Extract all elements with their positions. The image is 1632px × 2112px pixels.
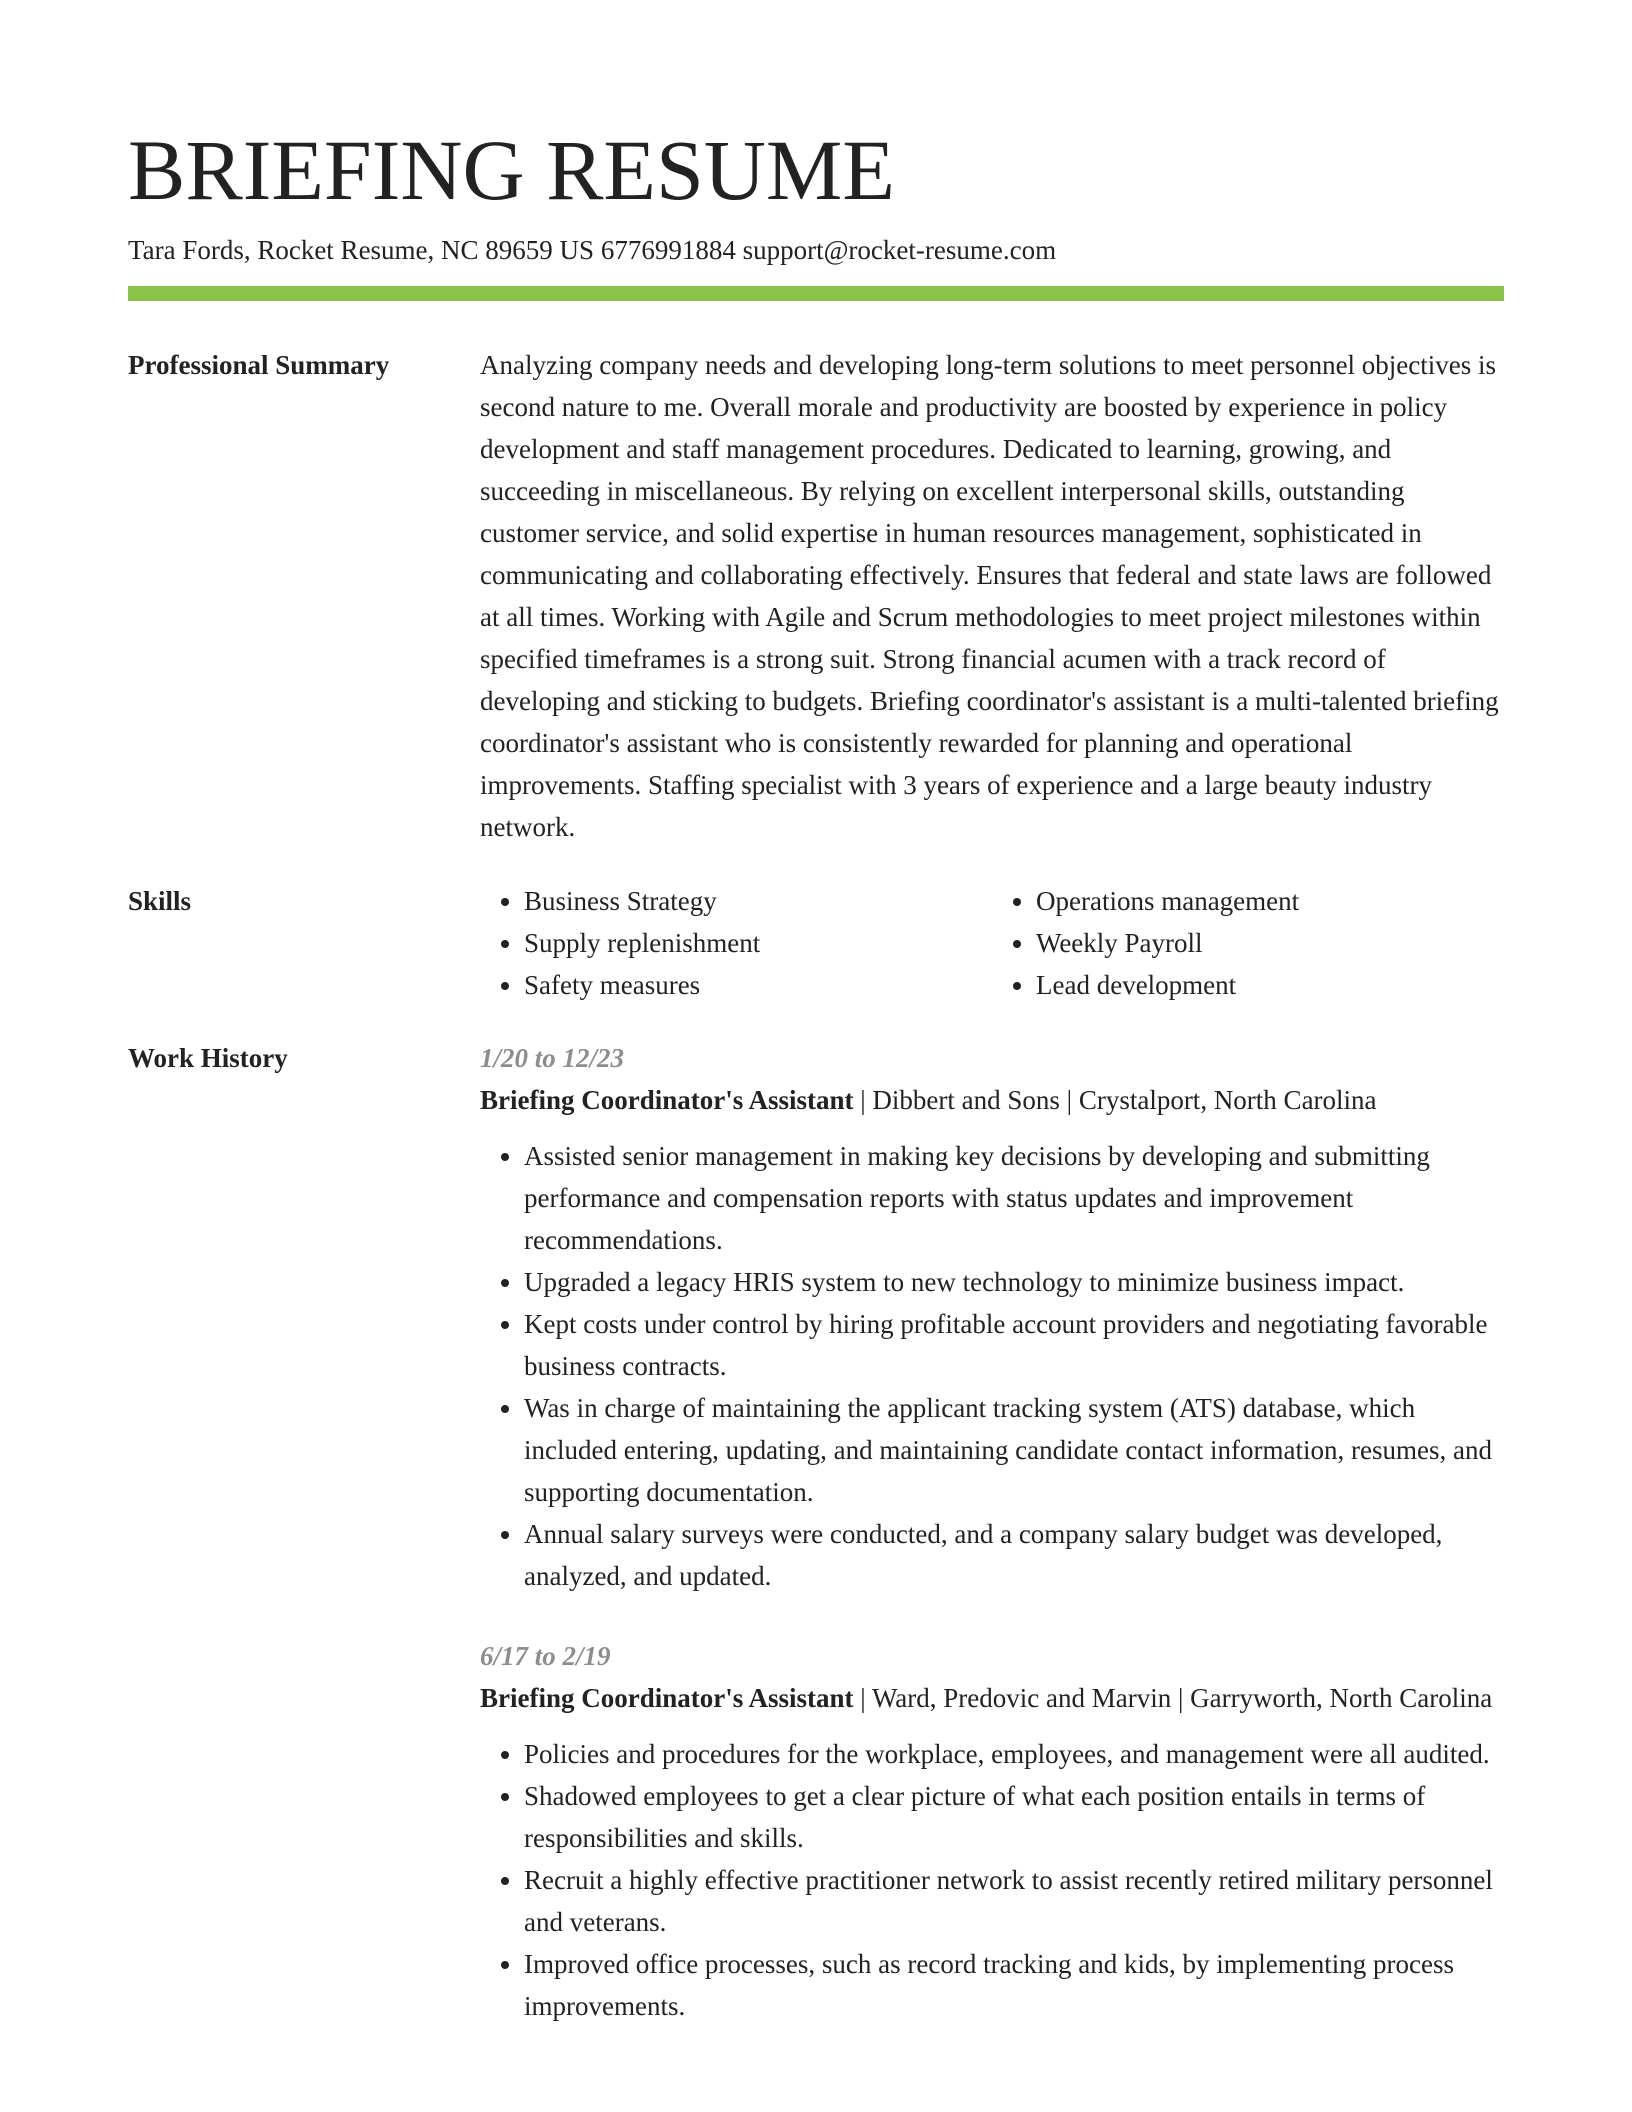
job-bullet: • Policies and procedures for the workplace, employees, and management were all audited. (524, 1733, 1504, 1775)
job-employer-location: | Ward, Predovic and Marvin | Garryworth, North Carolina (853, 1683, 1493, 1713)
skill-item: • Business Strategy (524, 880, 992, 922)
skills-column-right (992, 880, 1504, 1006)
job-dates: 6/17 to 2/19 (480, 1641, 611, 1671)
job-title: Briefing Coordinator's Assistant (480, 1085, 854, 1115)
work-history-heading: Work History (128, 1043, 288, 1073)
skills-heading: Skills (128, 886, 192, 916)
job-bullet: • Kept costs under control by hiring profitable account providers and negotiating favorable business contracts. (524, 1303, 1504, 1387)
job-title-line (480, 1079, 1504, 1121)
job-bullet: • Recruit a highly effective practitioner network to assist recently retired military personnel and veterans. (524, 1859, 1504, 1943)
summary-heading: Professional Summary (128, 350, 390, 380)
skills-body (480, 880, 1504, 1006)
job-bullet: • Assisted senior management in making key decisions by developing and submitting performance and compensation reports with status updates and improvement recommendations. (524, 1135, 1504, 1261)
job-bullet: • Upgraded a legacy HRIS system to new technology to minimize business impact. (524, 1261, 1504, 1303)
job-title-line (480, 1677, 1504, 1719)
job-title: Briefing Coordinator's Assistant (480, 1683, 854, 1713)
job-bullet: • Was in charge of maintaining the applicant tracking system (ATS) database, which included entering, updating, and maintaining candidate contact information, resumes, and supporting documentation. (524, 1387, 1504, 1513)
skills-column-left (480, 880, 992, 1006)
summary-text: Analyzing company needs and developing long-term solutions to meet personnel objectives is second nature to me. Overall morale and productivity are boosted by experience in policy development and staff management procedures. Dedicated to learning, growing, and succeeding in miscellaneous. By relying on excellent interpersonal skills, outstanding customer service, and solid expertise in human resources management, sophisticated in communicating and collaborating effectively. Ensures that federal and state laws are followed at all times. Working with Agile and Scrum methodologies to meet project milestones within specified timeframes is a strong suit. Strong financial acumen with a track record of developing and sticking to budgets. Briefing coordinator's assistant is a multi-talented briefing coordinator's assistant who is consistently rewarded for planning and operational improvements. Staffing specialist with 3 years of experience and a large beauty industry network. (480, 350, 1499, 842)
job-dates: 1/20 to 12/23 (480, 1043, 625, 1073)
skill-item: • Safety measures (524, 964, 992, 1006)
skill-item: • Operations management (1036, 880, 1504, 922)
job-bullets (480, 1135, 1504, 1597)
job-bullets (480, 1733, 1504, 2027)
job-entry (480, 1037, 1504, 1597)
job-employer-location: | Dibbert and Sons | Crystalport, North Carolina (853, 1085, 1377, 1115)
summary-body (480, 344, 1504, 848)
accent-divider (128, 286, 1504, 301)
job-bullet: • Shadowed employees to get a clear picture of what each position entails in terms of responsibilities and skills. (524, 1775, 1504, 1859)
skill-item: • Weekly Payroll (1036, 922, 1504, 964)
work-history-body (480, 1037, 1504, 2065)
contact-line: Tara Fords, Rocket Resume, NC 89659 US 6776991884 support@rocket-resume.com (128, 235, 1057, 265)
skills-grid (480, 880, 1504, 1006)
job-entry (480, 1635, 1504, 2027)
skill-item: • Supply replenishment (524, 922, 992, 964)
skill-item: • Lead development (1036, 964, 1504, 1006)
resume-title: BRIEFING RESUME (128, 122, 895, 218)
job-bullet: • Annual salary surveys were conducted, and a company salary budget was developed, analyzed, and updated. (524, 1513, 1504, 1597)
job-bullet: • Improved office processes, such as record tracking and kids, by implementing process improvements. (524, 1943, 1504, 2027)
